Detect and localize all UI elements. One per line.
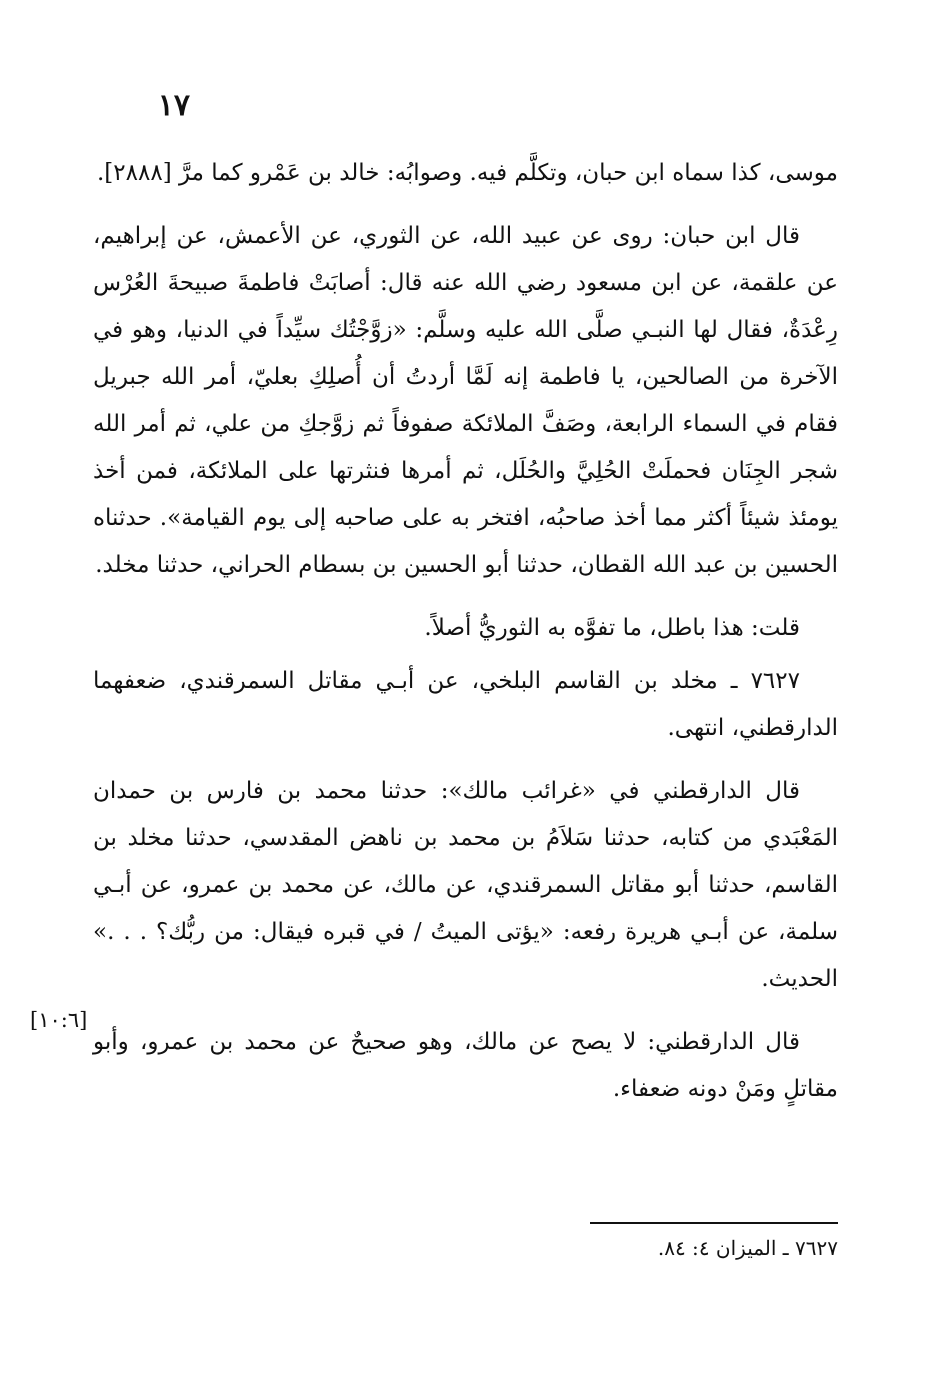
margin-reference: [١٠:٦] xyxy=(30,1008,88,1032)
paragraph-ibn-hibban: قال ابن حبان: روى عن عبيد الله، عن الثوري، عن الأعمش، عن إبراهيم، عن علقمة، عن ابن مسعود رضي الله عنه قال: أصابَتْ فاطمةَ صبيحةَ العُرْس رِعْدَةٌ، فقال لها النبـي صلَّى الله عليه وسلَّم: «زوَّجْتُك سيِّداً في الدنيا، وهو في الآخرة من الصالحين، يا فاطمة إنه لَمَّا أردتُ أن أُصلِكِ بعليّ، أمر الله جبريل فقام في السماء الرابعة، وصَفَّ الملائكة صفوفاً ثم زوَّجكِ من علي، ثم أمر الله شجر الجِنَان فحملَتْ الحُلِيَّ والحُلَل، ثم أمرها فنثرتها على الملائكة، فمن أخذ يومئذ شيئاً أكثر مما أخذ صاحبُه، افتخر به على صاحبه إلى يوم القيامة». حدثناه الحسين بن عبد الله القطان، حدثنا أبو الحسين بن بسطام الحراني، حدثنا مخلد. xyxy=(93,223,838,578)
footnote: ٧٦٢٧ ـ الميزان ٤: ٨٤. xyxy=(657,1236,838,1260)
main-text xyxy=(93,150,838,1129)
paragraph-daraqutni-verdict: قال الدارقطني: لا يصح عن مالك، وهو صحيحٌ عن محمد بن عمرو، وأبو مقاتلٍ ومَنْ دونه ضعفاء. xyxy=(93,1029,838,1102)
footnote-divider xyxy=(590,1222,838,1224)
paragraph-daraqutni-narration: قال الدارقطني في «غرائب مالك»: حدثنا محمد بن فارس بن حمدان المَعْبَدي من كتابه، حدثنا سَلاَمُ بن محمد بن ناهض المقدسي، حدثنا مخلد بن القاسم، حدثنا أبو مقاتل السمرقندي، عن مالك، عن محمد بن عمرو، عن أبـي سلمة، عن أبـي هريرة رفعه: «يؤتى الميتُ / في قبره فيقال: من ربُّك؟ . . .» الحديث. xyxy=(93,778,838,992)
page-number: ١٧ xyxy=(157,88,190,123)
paragraph-continuation: موسى، كذا سماه ابن حبان، وتكلَّم فيه. وصوابُه: خالد بن عَمْرو كما مرَّ [٢٨٨٨]. xyxy=(96,160,838,186)
paragraph-entry-7627: ٧٦٢٧ ـ مخلد بن القاسم البلخي، عن أبـي مقاتل السمرقندي، ضعفهما الدارقطني، انتهى. xyxy=(93,668,838,741)
paragraph-comment: قلت: هذا باطل، ما تفوَّه به الثوريُّ أصلاً. xyxy=(424,615,800,641)
